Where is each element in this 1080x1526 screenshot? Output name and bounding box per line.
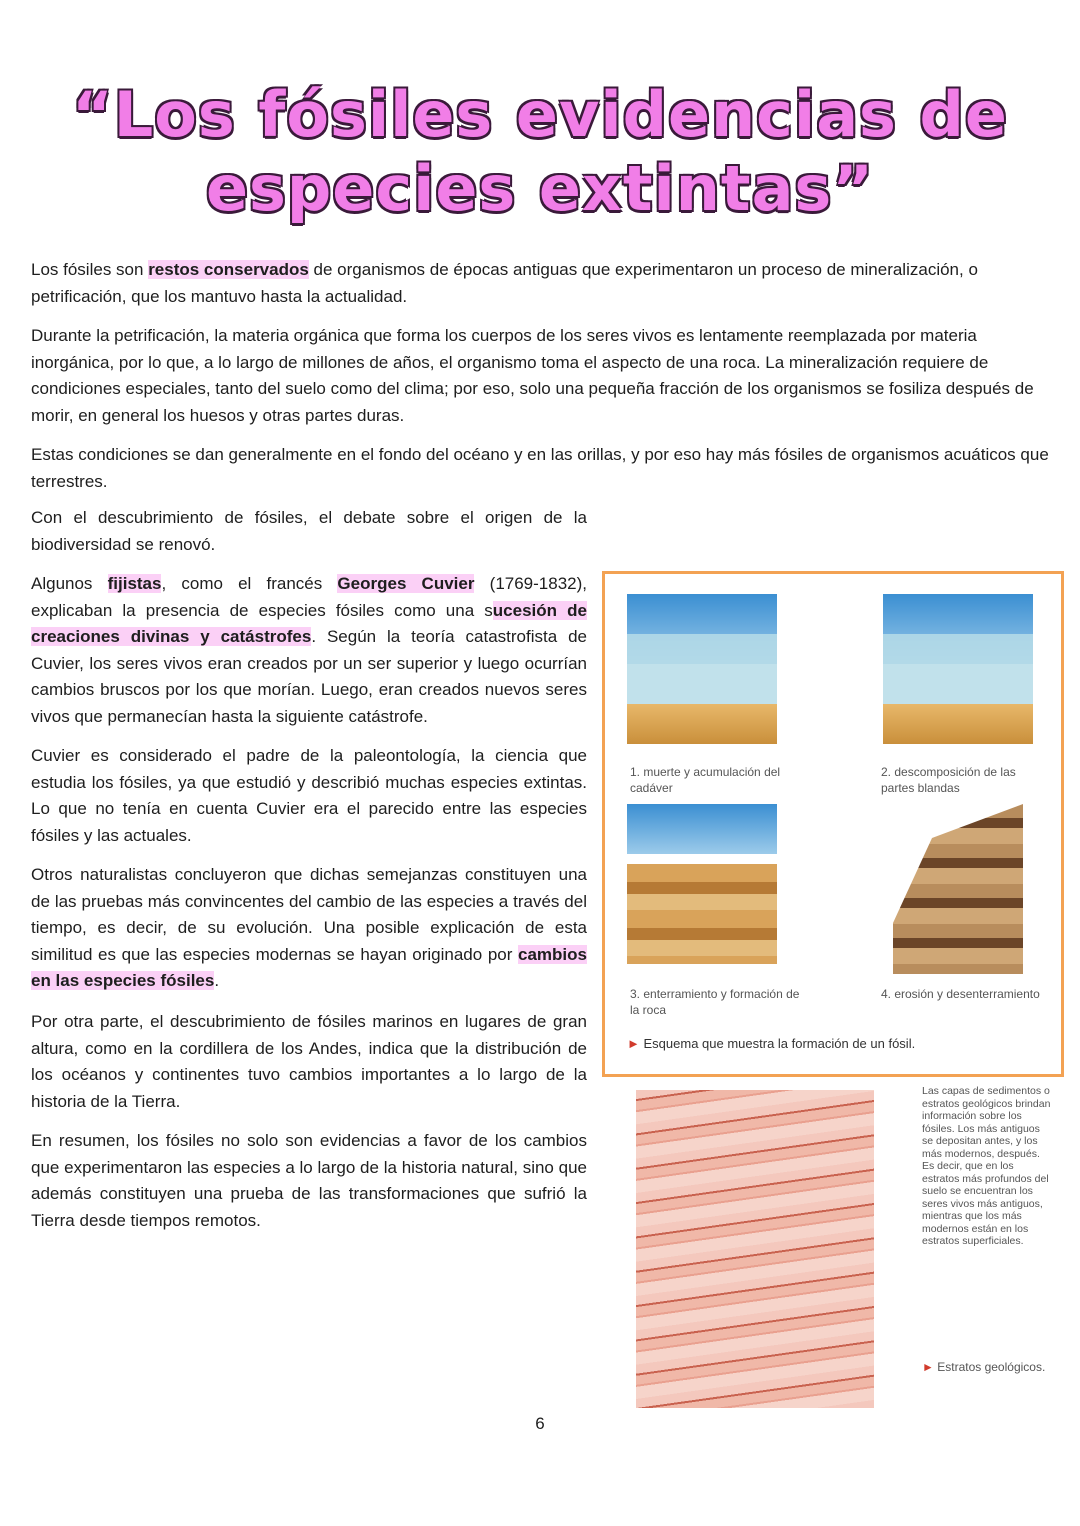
paragraph-4: Con el descubrimiento de fósiles, el debate sobre el origen de la biodiversidad se renovó.	[31, 508, 587, 554]
stage-3-caption: 3. enterramiento y formación de la roca	[630, 987, 800, 1017]
highlight: fijistas	[107, 574, 162, 593]
page-title	[0, 78, 1080, 226]
stage-2-caption: 2. descomposición de las partes blandas	[881, 765, 1016, 795]
stage-2-illustration	[883, 594, 1033, 764]
paragraph-7: Otros naturalistas concluyeron que dichas semejanzas constituyen una de las pruebas más convincentes del cambio de las especies a través del tiempo, es decir, de su evolución. Una posible explicación de esta similitud es que las especies modernas se hayan originado por cambios en las especies fósiles.	[31, 865, 587, 990]
paragraph-1: Los fósiles son restos conservados de organismos de épocas antiguas que experimentaron un proceso de mineralización, o petrificación, que los mantuvo hasta la actualidad.	[31, 260, 978, 306]
paragraph-6: Cuvier es considerado el padre de la paleontología, la ciencia que estudia los fósiles, ya que estudió y describió muchas especies extintas. Lo que no tenía en cuenta Cuvier era el parecido entre las especies fósiles y las actuales.	[31, 746, 587, 845]
highlight: Georges Cuvier	[337, 574, 475, 593]
stage-1-caption: 1. muerte y acumulación del cadáver	[630, 765, 781, 795]
fossil-formation-figure	[602, 571, 1064, 1077]
paragraph-3: Estas condiciones se dan generalmente en el fondo del océano y en las orillas, y por eso hay más fósiles de organismos acuáticos que terrestres.	[31, 445, 1049, 491]
stage-4-illustration	[883, 804, 1033, 974]
stage-3-illustration	[627, 804, 777, 974]
title-line-2: especies extintas”	[205, 152, 875, 225]
strata-description: Las capas de sedimentos o estratos geológicos brindan información sobre los fósiles. Los más antiguos se depositan antes, y los más modernos, después. Es decir, que en los estratos más profundos del suelo se encuentran los seres vivos más antiguos, mientras que los más modernos están en los estratos superficiales.	[922, 1085, 1051, 1247]
highlight: cambios en las especies fósiles	[31, 944, 587, 990]
paragraph-8: Por otra parte, el descubrimiento de fósiles marinos en lugares de gran altura, como en la cordillera de los Andes, indica que la distribución de los océanos y continentes tuvo cambios importantes a lo largo de la historia de la Tierra.	[31, 1012, 587, 1111]
paragraph-9: En resumen, los fósiles no solo son evidencias a favor de los cambios que experimentaron las especies a lo largo de la historia natural, sino que además constituyen una prueba de las transformaciones que sufrió la Tierra desde tiempos remotos.	[31, 1131, 587, 1230]
highlight: ucesión de creaciones divinas y catástrofes	[31, 600, 587, 646]
highlight: restos conservados	[148, 260, 309, 279]
title-line-1: “Los fósiles evidencias de	[72, 78, 1008, 151]
stage-1-illustration	[627, 594, 777, 764]
strata-caption: ► Estratos geológicos.	[922, 1360, 1046, 1374]
stage-4-caption: 4. erosión y desenterramiento	[881, 987, 1040, 1001]
arrow-icon: ►	[627, 1036, 640, 1051]
paragraph-2: Durante la petrificación, la materia orgánica que forma los cuerpos de los seres vivos es lentamente reemplazada por materia inorgánica, por lo que, a lo largo de millones de años, el organismo toma el aspecto de una roca. La mineralización requiere de condiciones especiales, tanto del suelo como del clima; por eso, solo una pequeña fracción de los organismos se fosiliza después de morir, en general los huesos y otras partes duras.	[31, 326, 1034, 425]
arrow-icon: ►	[922, 1360, 934, 1374]
figure-caption: ► Esquema que muestra la formación de un fósil.	[627, 1036, 916, 1051]
page-number: 6	[535, 1414, 545, 1433]
paragraph-5: Algunos fijistas, como el francés Georges Cuvier (1769-1832), explicaban la presencia de especies fósiles como una sucesión de creaciones divinas y catástrofes. Según la teoría catastrofista de Cuvier, los seres vivos eran creados por un ser superior y luego ocurrían cambios bruscos por los que morían. Luego, eran creados nuevos seres vivos que permanecían hasta la siguiente catástrofe.	[31, 574, 587, 726]
strata-photo	[636, 1090, 874, 1408]
